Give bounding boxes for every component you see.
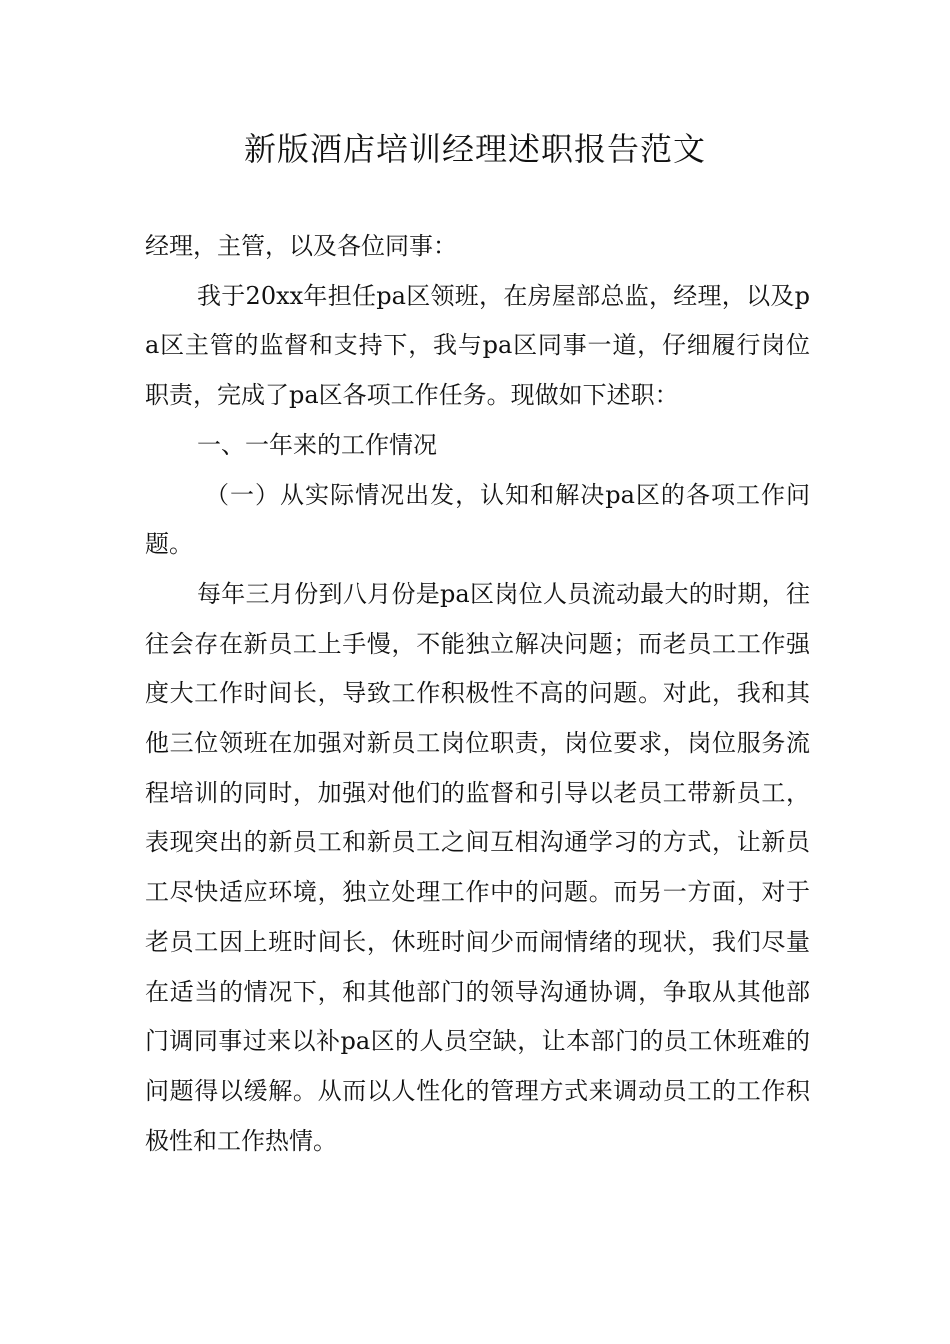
document-title: 新版酒店培训经理述职报告范文	[243, 130, 706, 168]
body-paragraph: 每年三月份到八月份是pa区岗位人员流动最大的时期，往往会存在新员工上手慢，不能独立解决问题；而老员工工作强度大工作时间长，导致工作积极性不高的问题。对此，我和其他三位领班在加强对新员工岗位职责，岗位要求，岗位服务流程培训的同时，加强对他们的监督和引导以老员工带新员工，表现突出的新员工和新员工之间互相沟通学习的方式，让新员工尽快适应环境，独立处理工作中的问题。而另一方面，对于老员工因上班时间长，休班时间少而闹情绪的现状，我们尽量在适当的情况下，和其他部门的领导沟通协调，争取从其他部门调同事过来以补pa区的人员空缺，让本部门的员工休班难的问题得以缓解。从而以人性化的管理方式来调动员工的工作积极性和工作热情。	[145, 579, 810, 1155]
section-heading: 一、一年来的工作情况	[197, 430, 437, 459]
salutation: 经理，主管，以及各位同事：	[145, 232, 457, 260]
document-body	[145, 222, 810, 1166]
subsection-heading: （一）从实际情况出发，认知和解决pa区的各项工作问题。	[145, 480, 810, 559]
intro-paragraph: 我于20xx年担任pa区领班，在房屋部总监，经理，以及pa区主管的监督和支持下，我与pa区同事一道，仔细履行岗位职责，完成了pa区各项工作任务。现做如下述职：	[145, 281, 810, 410]
